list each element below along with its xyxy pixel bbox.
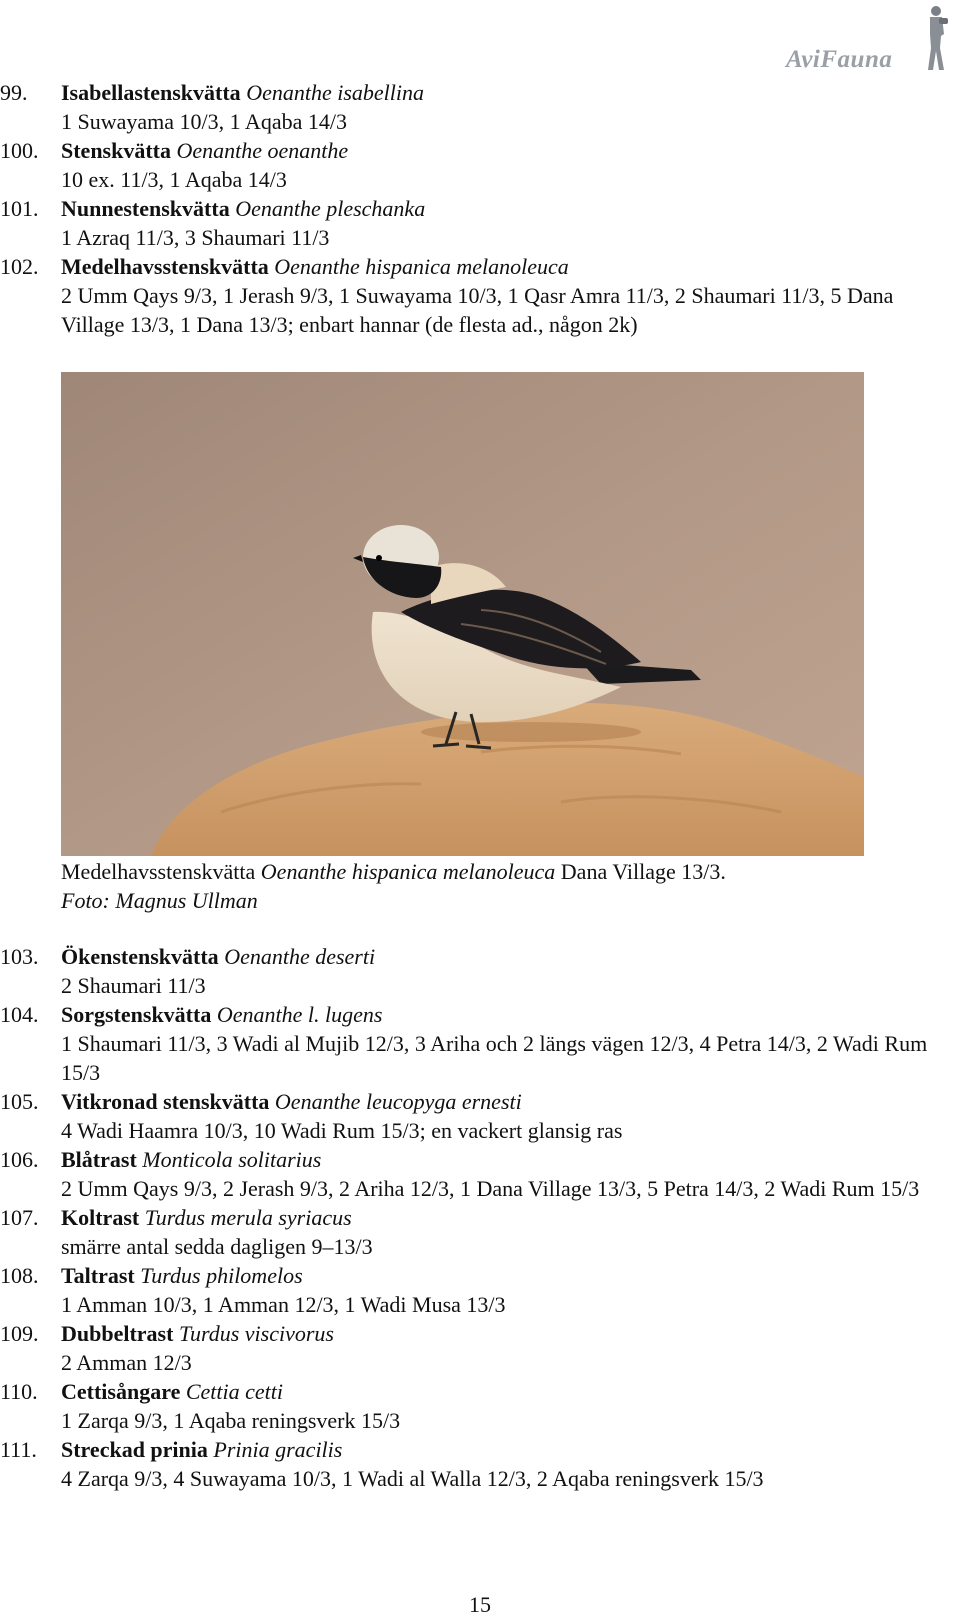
caption-swedish: Medelhavsstenskvätta — [61, 859, 256, 884]
swedish-name: Ökenstenskvätta — [61, 944, 219, 969]
page-number: 15 — [469, 1592, 491, 1617]
entry-number: 106. — [0, 1147, 39, 1172]
species-entry — [0, 1203, 960, 1261]
species-list-top — [0, 78, 960, 339]
entry-number: 108. — [0, 1263, 39, 1288]
scientific-name: Oenanthe leucopyga ernesti — [274, 1089, 522, 1114]
entry-number: 99. — [0, 80, 28, 105]
entry-number: 110. — [0, 1379, 38, 1404]
swedish-name: Stenskvätta — [61, 138, 172, 163]
swedish-name: Dubbeltrast — [61, 1321, 174, 1346]
entry-number: 102. — [0, 254, 39, 279]
scientific-name: Oenanthe pleschanka — [235, 196, 426, 221]
species-entry — [0, 1087, 960, 1145]
species-list-bottom — [0, 942, 960, 1493]
logo-text: AviFauna — [786, 46, 893, 73]
photo-caption — [61, 857, 726, 915]
observations: smärre antal sedda dagligen 9–13/3 — [61, 1234, 373, 1259]
swedish-name: Taltrast — [61, 1263, 135, 1288]
scientific-name: Cettia cetti — [185, 1379, 284, 1404]
species-entry — [0, 1377, 960, 1435]
entry-number: 107. — [0, 1205, 39, 1230]
scientific-name: Oenanthe isabellina — [246, 80, 424, 105]
scientific-name: Turdus merula syriacus — [144, 1205, 352, 1230]
species-entry — [0, 78, 960, 136]
swedish-name: Streckad prinia — [61, 1437, 208, 1462]
species-entry — [0, 1000, 960, 1087]
species-entry — [0, 136, 960, 194]
scientific-name: Turdus philomelos — [140, 1263, 303, 1288]
entry-number: 104. — [0, 1002, 39, 1027]
swedish-name: Blåtrast — [61, 1147, 137, 1172]
scientific-name: Monticola solitarius — [142, 1147, 322, 1172]
caption-scientific: Oenanthe hispanica melanoleuca — [260, 859, 556, 884]
observations: 2 Shaumari 11/3 — [61, 973, 206, 998]
entry-number: 109. — [0, 1321, 39, 1346]
observations: 1 Amman 10/3, 1 Amman 12/3, 1 Wadi Musa 13/3 — [61, 1292, 506, 1317]
entry-number: 100. — [0, 138, 39, 163]
species-entry — [0, 1261, 960, 1319]
swedish-name: Koltrast — [61, 1205, 140, 1230]
swedish-name: Vitkronad stenskvätta — [61, 1089, 270, 1114]
entry-number: 103. — [0, 944, 39, 969]
entry-number: 111. — [0, 1437, 37, 1462]
observations: 10 ex. 11/3, 1 Aqaba 14/3 — [61, 167, 287, 192]
observations: 2 Amman 12/3 — [61, 1350, 192, 1375]
species-entry — [0, 252, 960, 339]
scientific-name: Oenanthe l. lugens — [216, 1002, 383, 1027]
swedish-name: Medelhavsstenskvätta — [61, 254, 269, 279]
observations: 1 Suwayama 10/3, 1 Aqaba 14/3 — [61, 109, 347, 134]
swedish-name: Sorgstenskvätta — [61, 1002, 212, 1027]
entry-number: 105. — [0, 1089, 39, 1114]
swedish-name: Cettisångare — [61, 1379, 181, 1404]
photo-credit: Foto: Magnus Ullman — [61, 888, 258, 913]
scientific-name: Oenanthe oenanthe — [176, 138, 349, 163]
species-entry — [0, 194, 960, 252]
species-entry — [0, 1145, 960, 1203]
swedish-name: Isabellastenskvätta — [61, 80, 241, 105]
wheatear-photo — [61, 372, 864, 856]
observations: 1 Shaumari 11/3, 3 Wadi al Mujib 12/3, 3 Ariha och 2 längs vägen 12/3, 4 Petra 14/3, 2 Wadi Rum 15/3 — [61, 1031, 928, 1085]
observations: 1 Zarqa 9/3, 1 Aqaba reningsverk 15/3 — [61, 1408, 401, 1433]
scientific-name: Prinia gracilis — [213, 1437, 343, 1462]
birdwatcher-figure-icon — [920, 4, 950, 74]
species-entry — [0, 942, 960, 1000]
observations: 1 Azraq 11/3, 3 Shaumari 11/3 — [61, 225, 330, 250]
species-entry — [0, 1319, 960, 1377]
scientific-name: Oenanthe hispanica melanoleuca — [274, 254, 569, 279]
scientific-name: Turdus viscivorus — [178, 1321, 334, 1346]
caption-place: Dana Village 13/3. — [560, 859, 726, 884]
observations: 2 Umm Qays 9/3, 1 Jerash 9/3, 1 Suwayama 10/3, 1 Qasr Amra 11/3, 2 Shaumari 11/3, 5 Dana Village 13/3, 1 Dana 13/3; enbart hannar (de flesta ad., någon 2k) — [61, 283, 894, 337]
observations: 4 Wadi Haamra 10/3, 10 Wadi Rum 15/3; en vackert glansig ras — [61, 1118, 623, 1143]
entry-number: 101. — [0, 196, 39, 221]
swedish-name: Nunnestenskvätta — [61, 196, 230, 221]
observations: 4 Zarqa 9/3, 4 Suwayama 10/3, 1 Wadi al Walla 12/3, 2 Aqaba reningsverk 15/3 — [61, 1466, 764, 1491]
observations: 2 Umm Qays 9/3, 2 Jerash 9/3, 2 Ariha 12/3, 1 Dana Village 13/3, 5 Petra 14/3, 2 Wadi Rum 15/3 — [61, 1176, 920, 1201]
species-entry — [0, 1435, 960, 1493]
avifauna-logo — [786, 4, 956, 74]
scientific-name: Oenanthe deserti — [224, 944, 376, 969]
